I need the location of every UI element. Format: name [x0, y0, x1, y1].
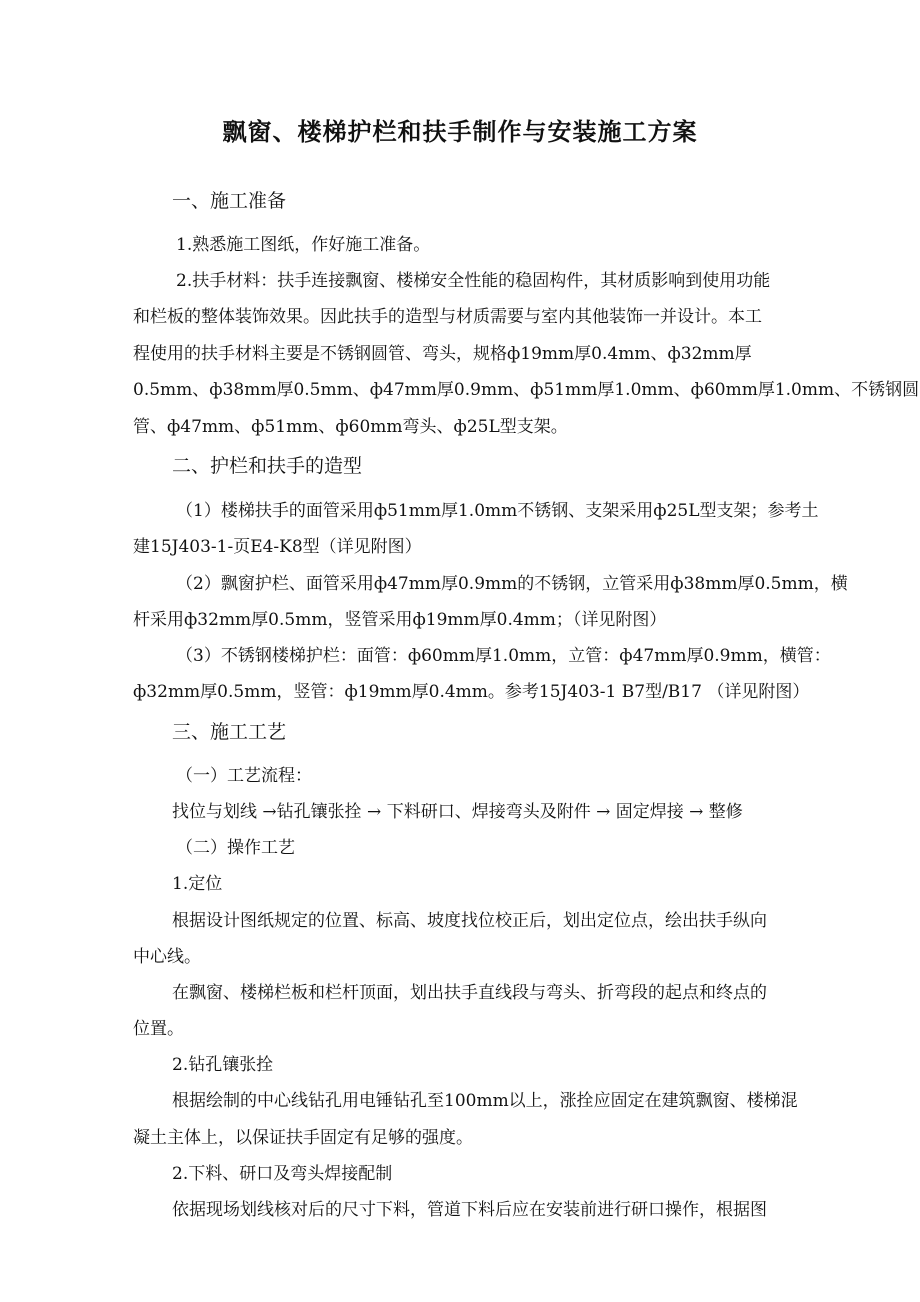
- process-flow-line: 找位与划线 →钻孔镶张拴 → 下料研口、焊接弯头及附件 → 固定焊接 → 整修: [172, 802, 743, 822]
- paragraph-line: 1.熟悉施工图纸，作好施工准备。: [176, 235, 431, 255]
- paragraph-line: 依据现场划线核对后的尺寸下料，管道下料后应在安装前进行研口操作，根据图: [172, 1200, 767, 1220]
- paragraph-line: 2.下料、研口及弯头焊接配制: [172, 1164, 393, 1184]
- paragraph-line: 在飘窗、楼梯栏板和栏杆顶面，划出扶手直线段与弯头、折弯段的起点和终点的: [172, 983, 767, 1003]
- paragraph-line: 中心线。: [133, 947, 201, 967]
- paragraph-line: 位置。: [133, 1019, 184, 1039]
- paragraph-line: 程使用的扶手材料主要是不锈钢圆管、弯头，规格ф19mm厚0.4mm、ф32mm厚: [133, 344, 752, 364]
- paragraph-line: 根据绘制的中心线钻孔用电锤钻孔至100mm以上，涨拴应固定在建筑飘窗、楼梯混: [172, 1091, 798, 1111]
- section-heading-3: 三、施工工艺: [172, 721, 287, 743]
- paragraph-line: 建15J403-1-页E4-K8型（详见附图）: [133, 537, 422, 557]
- paragraph-line: 凝土主体上，以保证扶手固定有足够的强度。: [133, 1128, 473, 1148]
- section-heading-1: 一、施工准备: [172, 190, 287, 212]
- paragraph-line: 管、ф47mm、ф51mm、ф60mm弯头、ф25L型支架。: [133, 417, 568, 437]
- paragraph-line: 根据设计图纸规定的位置、标高、坡度找位校正后，划出定位点，绘出扶手纵向: [172, 911, 767, 931]
- paragraph-line: 2.钻孔镶张拴: [172, 1055, 274, 1075]
- paragraph-line: 0.5mm、ф38mm厚0.5mm、ф47mm厚0.9mm、ф51mm厚1.0mm、ф60mm厚1.0mm、不锈钢圆: [133, 380, 920, 400]
- paragraph-line: （二）操作工艺: [176, 838, 295, 858]
- paragraph-line: （一）工艺流程：: [176, 766, 312, 786]
- paragraph-line: （2）飘窗护栏、面管采用ф47mm厚0.9mm的不锈钢，立管采用ф38mm厚0.5mm，横: [176, 574, 848, 594]
- paragraph-line: （3）不锈钢楼梯护栏：面管：ф60mm厚1.0mm，立管：ф47mm厚0.9mm，横管：: [176, 646, 831, 666]
- paragraph-line: （1）楼梯扶手的面管采用ф51mm厚1.0mm不锈钢、支架采用ф25L型支架；参考土: [176, 501, 819, 521]
- paragraph-line: ф32mm厚0.5mm，竖管：ф19mm厚0.4mm。参考15J403-1 B7型/B17 （详见附图）: [133, 682, 810, 702]
- section-heading-2: 二、护栏和扶手的造型: [172, 455, 363, 477]
- paragraph-line: 1.定位: [172, 874, 223, 894]
- paragraph-line: 杆采用ф32mm厚0.5mm，竖管采用ф19mm厚0.4mm；（详见附图）: [133, 610, 667, 630]
- document-title: 飘窗、楼梯护栏和扶手制作与安装施工方案: [222, 118, 698, 146]
- paragraph-line: 和栏板的整体装饰效果。因此扶手的造型与材质需要与室内其他装饰一并设计。本工: [133, 307, 762, 327]
- paragraph-line: 2.扶手材料：扶手连接飘窗、楼梯安全性能的稳固构件，其材质影响到使用功能: [176, 271, 771, 291]
